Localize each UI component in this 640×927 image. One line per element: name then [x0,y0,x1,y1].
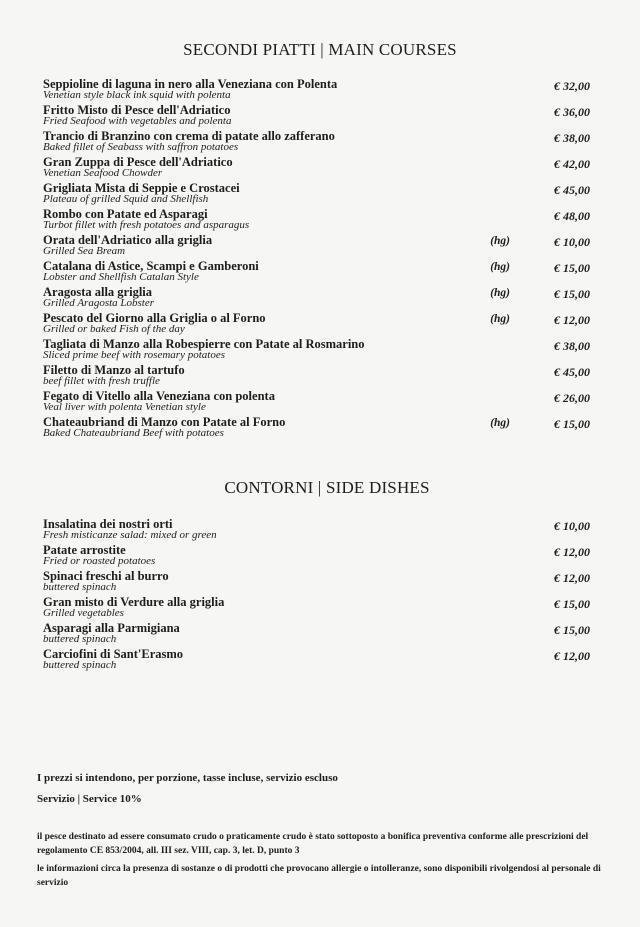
menu-item [43,260,590,286]
dish-description: Fried or roasted potatoes [43,555,156,567]
dish-description: Venetian style black ink squid with polenta [43,89,231,101]
main-courses-title: SECONDI PIATTI | MAIN COURSES [183,40,457,59]
dish-description: Venetian Seafood Chowder [43,167,163,179]
menu-item [43,570,590,596]
dish-price: € 12,00 [554,571,590,585]
menu-item [43,156,590,182]
dish-description: Plateau of grilled Squid and Shellfish [43,193,209,205]
dish-name: Rombo con Patate ed Asparagi [43,207,208,221]
unit-label: (hg) [490,287,510,299]
menu-item [43,286,590,312]
menu-item [43,208,590,234]
menu-item [43,622,590,648]
menu-item [43,338,590,364]
dish-name: Pescato del Giorno alla Griglia o al Forno [43,311,266,325]
dish-name: Gran Zuppa di Pesce dell'Adriatico [43,155,233,169]
unit-label: (hg) [490,417,510,429]
prices-note: I prezzi si intendono, per porzione, tasse incluse, servizio escluso [37,772,338,784]
dish-description: Baked fillet of Seabass with saffron potatoes [43,141,239,153]
dish-name: Asparagi alla Parmigiana [43,621,180,635]
menu-item [43,182,590,208]
dish-price: € 38,00 [554,339,590,353]
menu-item [43,518,590,544]
dish-name: Catalana di Astice, Scampi e Gamberoni [43,259,259,273]
dish-price: € 12,00 [554,545,590,559]
dish-price: € 10,00 [554,519,590,533]
dish-name: Tagliata di Manzo alla Robespierre con Patate al Rosmarino [43,337,365,351]
side-dishes-title: CONTORNI | SIDE DISHES [224,478,430,497]
dish-description: Turbot fillet with fresh potatoes and asparagus [43,219,250,231]
dish-description: buttered spinach [43,581,117,593]
dish-price: € 45,00 [554,183,590,197]
dish-price: € 45,00 [554,365,590,379]
menu-item [43,648,590,674]
dish-price: € 10,00 [554,235,590,249]
menu-item [43,78,590,104]
dish-price: € 48,00 [554,209,590,223]
menu-item [43,390,590,416]
dish-price: € 15,00 [554,287,590,301]
unit-label: (hg) [490,261,510,273]
menu-item [43,312,590,338]
menu-item [43,104,590,130]
dish-name: Patate arrostite [43,543,126,557]
side-dishes-list [43,518,590,674]
menu-item [43,364,590,390]
service-note: Servizio | Service 10% [37,793,142,805]
unit-label: (hg) [490,313,510,325]
main-courses-list [43,78,590,442]
dish-description: Lobster and Shellfish Catalan Style [43,271,199,283]
dish-price: € 32,00 [554,79,590,93]
dish-description: Grilled Aragosta Lobster [43,297,155,309]
dish-price: € 12,00 [554,649,590,663]
dish-name: Orata dell'Adriatico alla griglia [43,233,213,247]
dish-description: Fried Seafood with vegetables and polenta [43,115,232,127]
dish-price: € 15,00 [554,417,590,431]
dish-price: € 15,00 [554,597,590,611]
dish-price: € 15,00 [554,623,590,637]
dish-description: Veal liver with polenta Venetian style [43,401,206,413]
dish-name: Filetto di Manzo al tartufo [43,363,185,377]
dish-name: Trancio di Branzino con crema di patate allo zafferano [43,129,335,143]
dish-name: Grigliata Mista di Seppie e Crostacei [43,181,240,195]
dish-price: € 15,00 [554,261,590,275]
unit-label: (hg) [490,235,510,247]
dish-name: Fegato di Vitello alla Veneziana con polenta [43,389,275,403]
menu-item [43,234,590,260]
dish-price: € 26,00 [554,391,590,405]
dish-description: Grilled vegetables [43,607,124,619]
dish-description: buttered spinach [43,633,117,645]
dish-name: Gran misto di Verdure alla griglia [43,595,225,609]
allergen-note: le informazioni circa la presenza di sostanze o di prodotti che provocano allergie o intolleranze, sono disponibili rivolgendosi al personale di servizio [37,864,601,888]
dish-name: Aragosta alla griglia [43,285,153,299]
dish-price: € 12,00 [554,313,590,327]
dish-description: Fresh misticanze salad: mixed or green [43,529,217,541]
dish-name: Spinaci freschi al burro [43,569,169,583]
dish-description: Baked Chateaubriand Beef with potatoes [43,427,224,439]
dish-description: beef fillet with fresh truffle [43,375,160,387]
dish-name: Insalatina dei nostri orti [43,517,173,531]
dish-description: Grilled or baked Fish of the day [43,323,185,335]
dish-name: Chateaubriand di Manzo con Patate al Forno [43,415,286,429]
menu-item [43,416,590,442]
dish-price: € 42,00 [554,157,590,171]
menu-item [43,544,590,570]
dish-price: € 38,00 [554,131,590,145]
dish-name: Carciofini di Sant'Erasmo [43,647,184,661]
dish-description: Grilled Sea Bream [43,245,126,257]
menu-item [43,596,590,622]
dish-description: Sliced prime beef with rosemary potatoes [43,349,225,361]
dish-price: € 36,00 [554,105,590,119]
dish-description: buttered spinach [43,659,117,671]
dish-name: Seppioline di laguna in nero alla Veneziana con Polenta [43,77,338,91]
raw-fish-note: il pesce destinato ad essere consumato crudo o praticamente crudo è stato sottoposto a bonifica preventiva conforme alle prescrizioni del regolamento CE 853/2004, all. III sez. VIII, cap. 3, let. D, punto 3 [37,832,589,856]
dish-name: Fritto Misto di Pesce dell'Adriatico [43,103,231,117]
menu-item [43,130,590,156]
